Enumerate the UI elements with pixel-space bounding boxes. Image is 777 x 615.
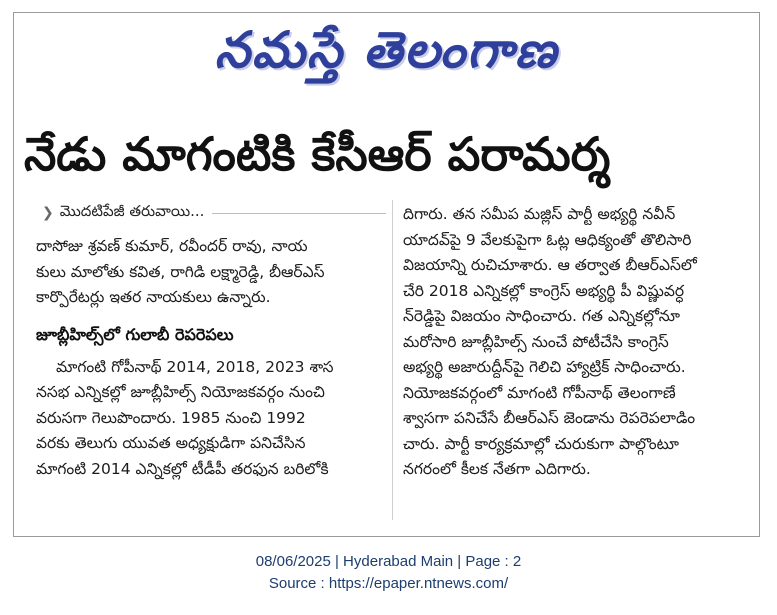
subheading: జూబ్లీహిల్స్‌లో గులాబీ రెపరెపలు — [36, 324, 234, 344]
continuation-marker — [42, 198, 386, 228]
text-line: మాగంటి గోపీనాథ్ 2014, 2018, 2023 శాస — [56, 357, 334, 376]
text-line: వరకు తెలుగు యువత అధ్యక్షుడిగా పనిచేసిన — [36, 434, 306, 452]
headline: నేడు మాగంటికి కేసీఆర్ పరామర్శ — [24, 127, 611, 181]
text-line: మాగంటి 2014 ఎన్నికల్లో టీడీపీ తరఫున బరిలోకి — [36, 459, 329, 478]
body-paragraph — [36, 355, 386, 483]
text-line: దిగారు. తన సమీప మజ్లిస్ పార్టీ అభ్యర్థి నవీన్ — [403, 205, 676, 223]
text-line: చేరి 2018 ఎన్నికల్లో కాంగ్రెస్ అభ్యర్థి పీ విష్ణువర్ధ — [403, 281, 685, 300]
continuation-rule — [212, 213, 386, 214]
intro-paragraph — [36, 234, 386, 311]
continuation-label: మొదటిపేజీ తరువాయి... — [59, 202, 205, 220]
text-line: శ్వాసగా పనిచేసే బీఆర్ఎస్ జెండాను రెపరెపలాడిం — [403, 409, 696, 427]
footer-edition-line: 08/06/2025 | Hyderabad Main | Page : 2 — [255, 553, 522, 570]
text-line: దాసోజు శ్రవణ్ కుమార్, రవీందర్ రావు, నాయ — [36, 237, 308, 255]
text-line: చారు. పార్టీ కార్యక్రమాల్లో చురుకుగా పాల్గొంటూ — [403, 434, 679, 453]
right-paragraph — [403, 202, 733, 483]
text-line: కులు మాలోతు కవిత, రాగిడి లక్ష్మారెడ్డి, బీఆర్ఎస్ — [36, 262, 325, 281]
text-line: నగరంలో కీలక నేతగా ఎదిగారు. — [403, 460, 591, 478]
right-column — [403, 198, 733, 483]
text-line: వరుసగా గెలుపొందారు. 1985 నుంచి 1992 — [36, 408, 306, 427]
text-line: కార్పొరేటర్లు ఇతర నాయకులు ఉన్నారు. — [36, 288, 271, 306]
chevron-right-icon: ❯ — [42, 205, 54, 221]
left-column — [36, 198, 386, 482]
text-line: నసభ ఎన్నికల్లో జూబ్లీహిల్స్ నియోజకవర్గం నుంచి — [36, 383, 325, 401]
text-line: అభ్యర్థి అజారుద్దీన్‌పై గెలిచి హ్యాట్రిక్ సాధించారు. — [403, 358, 686, 376]
masthead — [14, 13, 759, 117]
text-line: న్‌రెడ్డిపై విజయం సాధించారు. గత ఎన్నికల్లోనూ — [403, 307, 680, 325]
column-divider — [392, 200, 393, 520]
text-line: మరోసారి జూబ్లీహిల్స్ నుంచే పోటీచేసి కాంగ్రెస్ — [403, 332, 669, 351]
text-line: నియోజకవర్గంలో మాగంటి గోపీనాథ్ తెలంగాణే — [403, 383, 676, 402]
footer-source-line: Source : https://epaper.ntnews.com/ — [268, 575, 509, 592]
text-line: యాదవ్‌పై 9 వేలకుపైగా ఓట్ల ఆధిక్యంతో తొలిసారి — [403, 230, 692, 249]
newspaper-logo: నమస్తే తెలంగాణ — [214, 21, 559, 79]
text-line: విజయాన్ని రుచిచూశారు. ఆ తర్వాత బీఆర్ఎస్‌లో — [403, 256, 697, 274]
